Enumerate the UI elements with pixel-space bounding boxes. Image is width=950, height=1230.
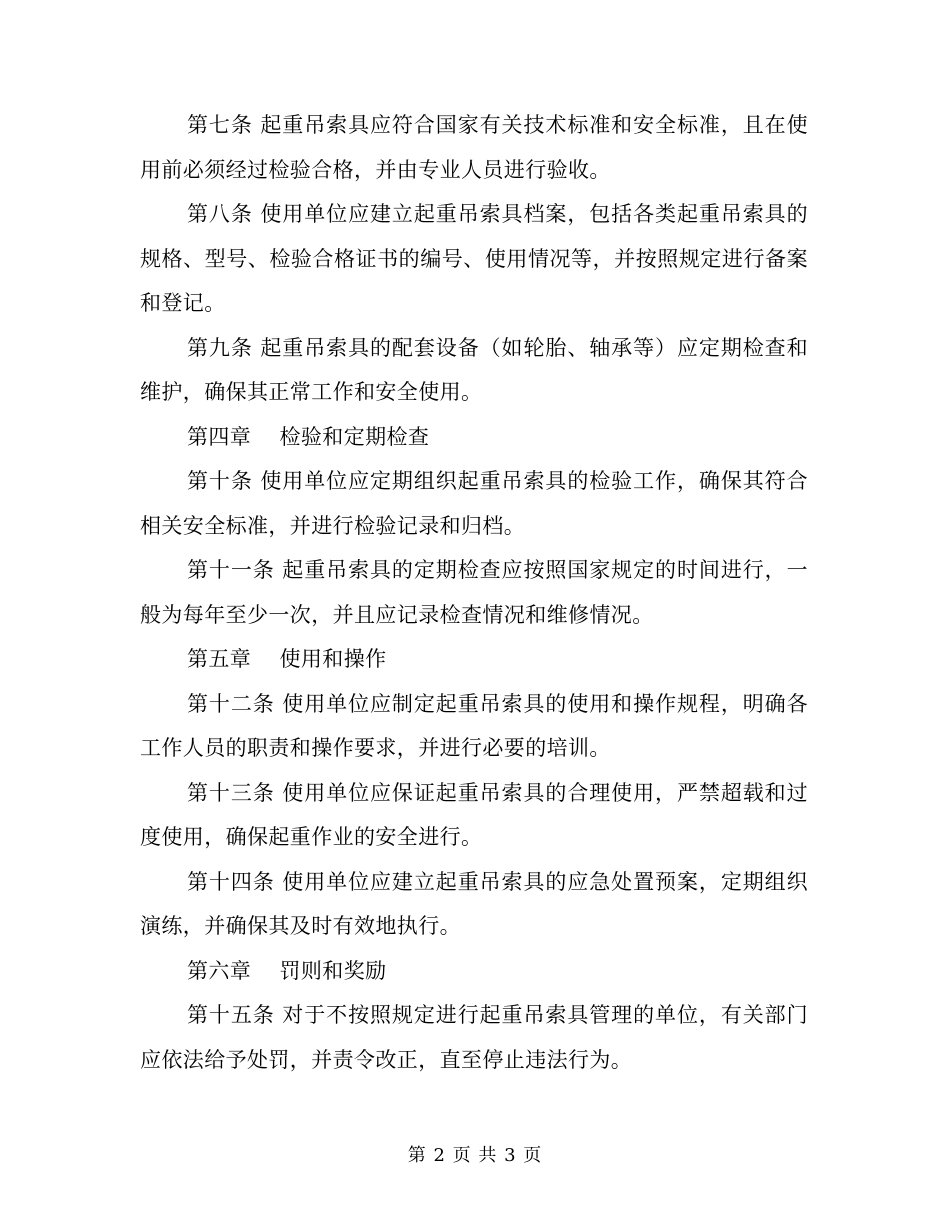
article-12: 第十二条 使用单位应制定起重吊索具的使用和操作规程，明确各工作人员的职责和操作要求，并进行必要的培训。 (140, 691, 808, 760)
chapter-4-heading: 第四章 检验和定期检查 (187, 424, 430, 449)
article-15: 第十五条 对于不按照规定进行起重吊索具管理的单位，有关部门应依法给予处罚，并责令改正，直至停止违法行为。 (140, 1003, 808, 1072)
article-8: 第八条 使用单位应建立起重吊索具档案，包括各类起重吊索具的规格、型号、检验合格证书的编号、使用情况等，并按照规定进行备案和登记。 (140, 202, 808, 315)
article-14: 第十四条 使用单位应建立起重吊索具的应急处置预案，定期组织演练，并确保其及时有效地执行。 (140, 869, 808, 938)
article-7: 第七条 起重吊索具应符合国家有关技术标准和安全标准，且在使用前必须经过检验合格，并由专业人员进行验收。 (140, 113, 808, 182)
page-number-footer: 第 2 页 共 3 页 (407, 1145, 543, 1166)
article-9: 第九条 起重吊索具的配套设备（如轮胎、轴承等）应定期检查和维护，确保其正常工作和安全使用。 (140, 335, 808, 404)
article-13: 第十三条 使用单位应保证起重吊索具的合理使用，严禁超载和过度使用，确保起重作业的安全进行。 (140, 780, 808, 849)
chapter-6-heading: 第六章 罚则和奖励 (187, 958, 387, 983)
article-11: 第十一条 起重吊索具的定期检查应按照国家规定的时间进行，一般为每年至少一次，并且应记录检查情况和维修情况。 (140, 558, 808, 627)
document-body (140, 103, 808, 1082)
chapter-5-heading: 第五章 使用和操作 (187, 647, 387, 671)
article-10: 第十条 使用单位应定期组织起重吊索具的检验工作，确保其符合相关安全标准，并进行检验记录和归档。 (140, 469, 808, 538)
